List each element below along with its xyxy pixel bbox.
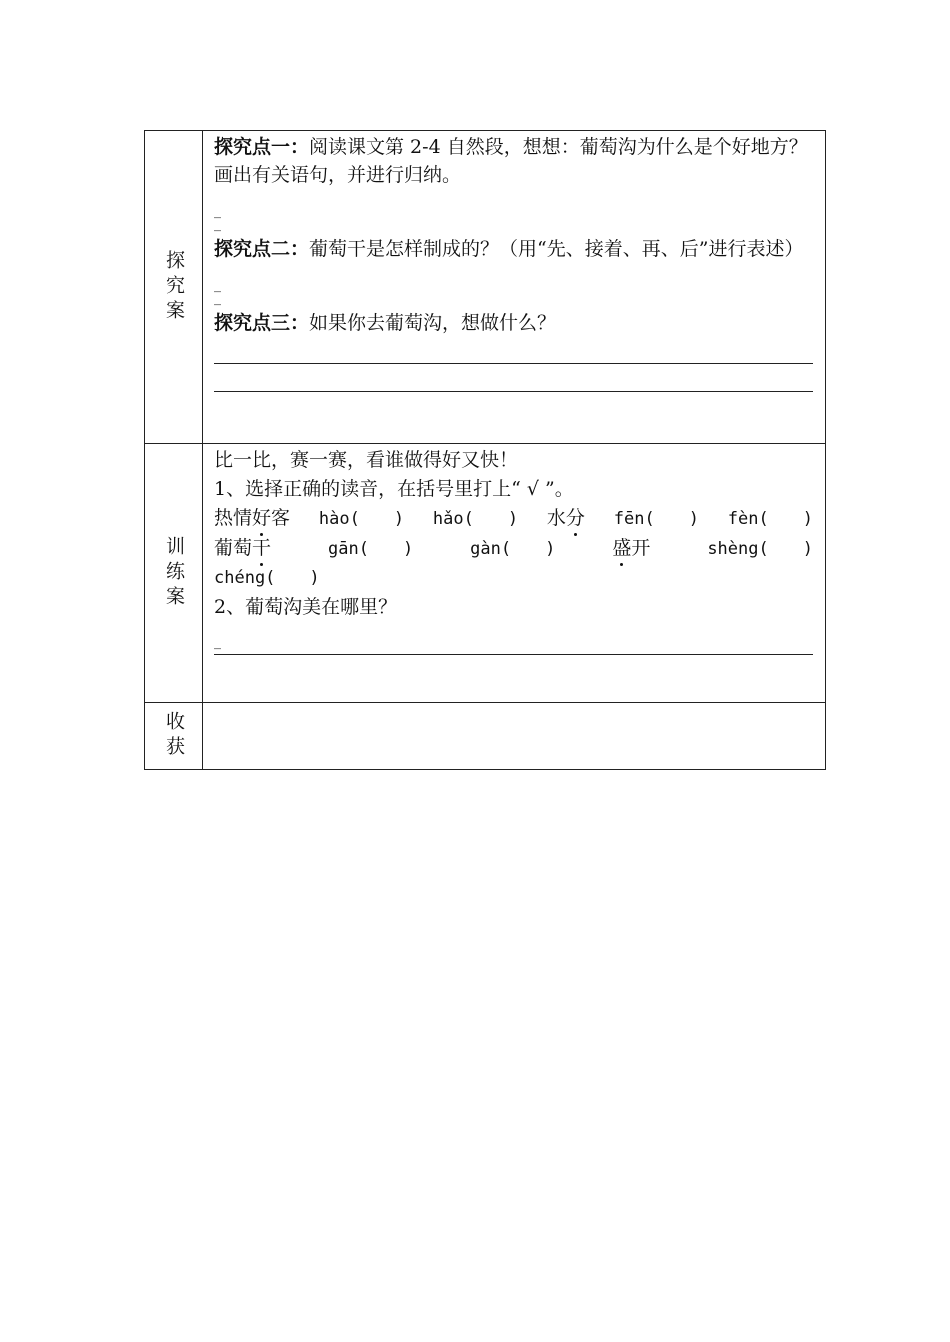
explore-point-1-body: 阅读课文第 2-4 自然段，想想：葡萄沟为什么是个好地方？画出有关语句，并进行归纳。 bbox=[214, 136, 808, 186]
option-hao3[interactable]: hǎo( ) bbox=[432, 509, 519, 529]
explore-point-2 bbox=[214, 235, 813, 263]
dotted-char: 盛 bbox=[612, 534, 631, 563]
option-sheng4[interactable]: shèng( ) bbox=[707, 539, 813, 559]
explore-row bbox=[145, 131, 825, 443]
option-fen4[interactable]: fèn( ) bbox=[727, 509, 813, 529]
pronunciation-row-2 bbox=[214, 534, 813, 564]
explore-point-3-body: 如果你去葡萄沟，想做什么？ bbox=[309, 312, 557, 334]
option-cheng2[interactable]: chéng( ) bbox=[214, 568, 320, 588]
word-reqing-haoke: 热情好客 bbox=[214, 504, 290, 533]
word-shengkai: 盛开 bbox=[612, 534, 650, 563]
harvest-label-cell bbox=[145, 703, 203, 769]
option-gan4[interactable]: gàn( ) bbox=[470, 539, 556, 559]
question-2: 2、葡萄沟美在哪里？ bbox=[214, 596, 398, 618]
answer-dash: _ bbox=[214, 203, 221, 219]
explore-point-1 bbox=[214, 133, 813, 189]
dotted-char: 干 bbox=[252, 534, 271, 563]
pronunciation-row-3 bbox=[214, 564, 813, 593]
word-putaogan: 葡萄干 bbox=[214, 534, 271, 563]
word-shuifen: 水分 bbox=[547, 504, 585, 533]
harvest-label: 收获 bbox=[163, 711, 185, 761]
option-fen1[interactable]: fēn( ) bbox=[613, 509, 699, 529]
harvest-row bbox=[145, 702, 825, 769]
harvest-content[interactable] bbox=[203, 703, 825, 769]
explore-point-2-head: 探究点二： bbox=[214, 238, 310, 260]
explore-content[interactable] bbox=[203, 131, 825, 443]
answer-dash: _ bbox=[214, 290, 221, 306]
explore-point-3-head: 探究点三： bbox=[214, 312, 310, 334]
training-content[interactable] bbox=[203, 444, 825, 702]
study-sheet-table bbox=[144, 130, 826, 770]
explore-point-1-head: 探究点一： bbox=[214, 136, 310, 158]
answer-dash: _ bbox=[214, 634, 221, 650]
training-row bbox=[145, 443, 825, 702]
training-intro: 比一比，赛一赛，看谁做得好又快！ bbox=[214, 449, 519, 471]
answer-dash: _ bbox=[214, 216, 221, 232]
explore-point-3 bbox=[214, 309, 813, 337]
answer-line[interactable] bbox=[214, 646, 813, 655]
training-label-cell bbox=[145, 444, 203, 702]
explore-point-2-body: 葡萄干是怎样制成的？（用“先、接着、再、后”进行表述） bbox=[309, 238, 804, 260]
option-gan1[interactable]: gān( ) bbox=[328, 539, 414, 559]
training-label: 训练案 bbox=[163, 535, 185, 611]
dotted-char: 好 bbox=[252, 504, 271, 533]
pronunciation-row-1 bbox=[214, 504, 813, 534]
explore-label: 探究案 bbox=[163, 249, 185, 325]
answer-line[interactable] bbox=[214, 364, 813, 392]
dotted-char: 分 bbox=[566, 504, 585, 533]
answer-dash: _ bbox=[214, 277, 221, 293]
option-hao4[interactable]: hào( ) bbox=[318, 509, 405, 529]
question-1: 1、选择正确的读音，在括号里打上“ √ ”。 bbox=[214, 478, 574, 500]
answer-line[interactable] bbox=[214, 337, 813, 364]
explore-label-cell bbox=[145, 131, 203, 443]
